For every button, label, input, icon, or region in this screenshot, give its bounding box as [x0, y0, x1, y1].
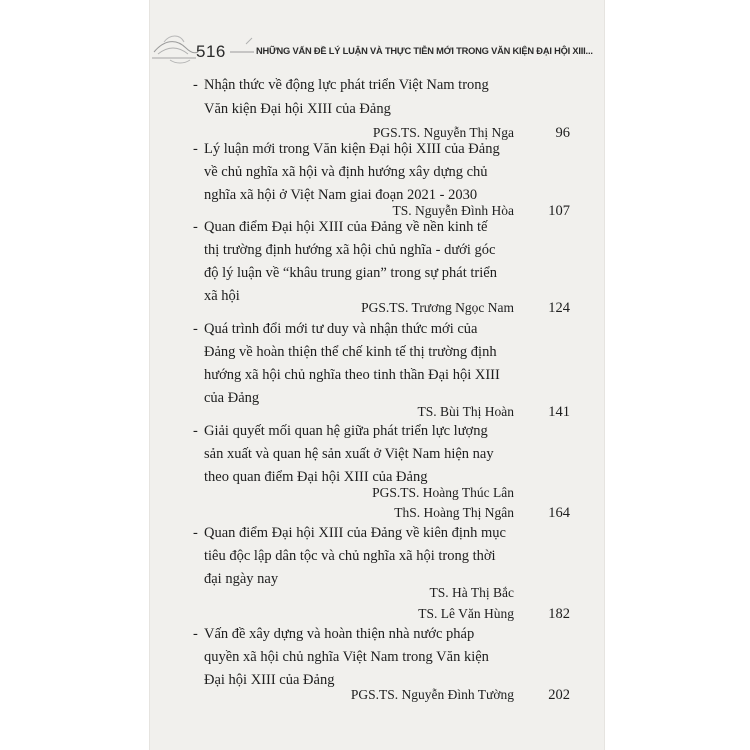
toc-entry-title-line: - Giải quyết mối quan hệ giữa phát triển lực lượng [193, 423, 488, 439]
toc-entry-title-line: Đảng về hoàn thiện thể chế kinh tế thị trường định [204, 344, 497, 360]
toc-entry-title-line: về chủ nghĩa xã hội và định hướng xây dựng chủ [204, 164, 488, 180]
toc-entry-title-line: - Lý luận mới trong Văn kiện Đại hội XIII của Đảng [193, 141, 500, 157]
toc-entry-title-line: đại ngày nay [204, 571, 279, 587]
toc-entry-title-line: hướng xã hội chủ nghĩa theo tinh thần Đại hội XIII [204, 367, 500, 383]
toc-entry-title-line: thị trường định hướng xã hội chủ nghĩa - dưới góc [204, 242, 496, 258]
toc-entry-author: TS. Nguyễn Đình Hòa [392, 203, 514, 218]
toc-entry-title-line: xã hội [204, 288, 240, 304]
running-title: NHỮNG VẤN ĐỀ LÝ LUẬN VÀ THỰC TIỄN MỚI TRONG VĂN KIỆN ĐẠI HỘI XIII... [256, 46, 593, 56]
toc-entry-author: PGS.TS. Hoàng Thúc Lân [372, 485, 514, 500]
toc-entry-title-line: - Vấn đề xây dựng và hoàn thiện nhà nước pháp [193, 626, 475, 642]
toc-entry-title-line: - Quá trình đổi mới tư duy và nhận thức mới của [193, 321, 478, 337]
toc-entry-title-line: độ lý luận về “khâu trung gian” trong sự phát triển [204, 265, 497, 281]
toc-entry-page: 124 [548, 300, 570, 316]
toc-entry-page: 202 [548, 687, 570, 703]
toc-entry-title-line: Văn kiện Đại hội XIII của Đảng [204, 101, 391, 117]
toc-entry-title-line: tiêu độc lập dân tộc và chủ nghĩa xã hội trong thời [204, 548, 496, 564]
toc-entry-page: 164 [548, 505, 570, 521]
toc-entry-author: ThS. Hoàng Thị Ngân [394, 505, 514, 520]
toc-entry-author: PGS.TS. Nguyễn Đình Tường [350, 687, 514, 702]
toc-entry-title-line: nghĩa xã hội ở Việt Nam giai đoạn 2021 - 2030 [204, 187, 478, 203]
toc-entry-page: 182 [548, 606, 570, 622]
page-number: 516 [196, 42, 226, 61]
toc-entry-title-line: Đại hội XIII của Đảng [204, 672, 335, 688]
toc-entry-author: TS. Bùi Thị Hoàn [417, 404, 514, 419]
toc-entry-title-line: sản xuất và quan hệ sản xuất ở Việt Nam hiện nay [204, 446, 494, 462]
toc-entry-title-line: theo quan điểm Đại hội XIII của Đảng [204, 469, 428, 485]
toc-entry-title-line: - Quan điểm Đại hội XIII của Đảng về nền kinh tế [193, 219, 488, 235]
toc-entry-page: 141 [548, 404, 570, 420]
table-of-contents [150, 0, 604, 750]
toc-entry-page: 96 [555, 125, 570, 141]
toc-entry-author: PGS.TS. Nguyễn Thị Nga [372, 125, 514, 140]
toc-entry-title-line: - Quan điểm Đại hội XIII của Đảng về kiên định mục [193, 525, 506, 541]
toc-entry-title-line: quyền xã hội chủ nghĩa Việt Nam trong Văn kiện [204, 649, 489, 665]
toc-entry-title-line: - Nhận thức về động lực phát triển Việt Nam trong [193, 77, 489, 93]
toc-entry-page: 107 [548, 203, 570, 219]
toc-entry-author: PGS.TS. Trương Ngọc Nam [361, 300, 514, 315]
toc-entry-author: TS. Lê Văn Hùng [418, 606, 514, 621]
book-page [150, 0, 604, 750]
toc-entry-title-line: của Đảng [204, 390, 260, 406]
toc-entry-author: TS. Hà Thị Bắc [429, 585, 514, 600]
